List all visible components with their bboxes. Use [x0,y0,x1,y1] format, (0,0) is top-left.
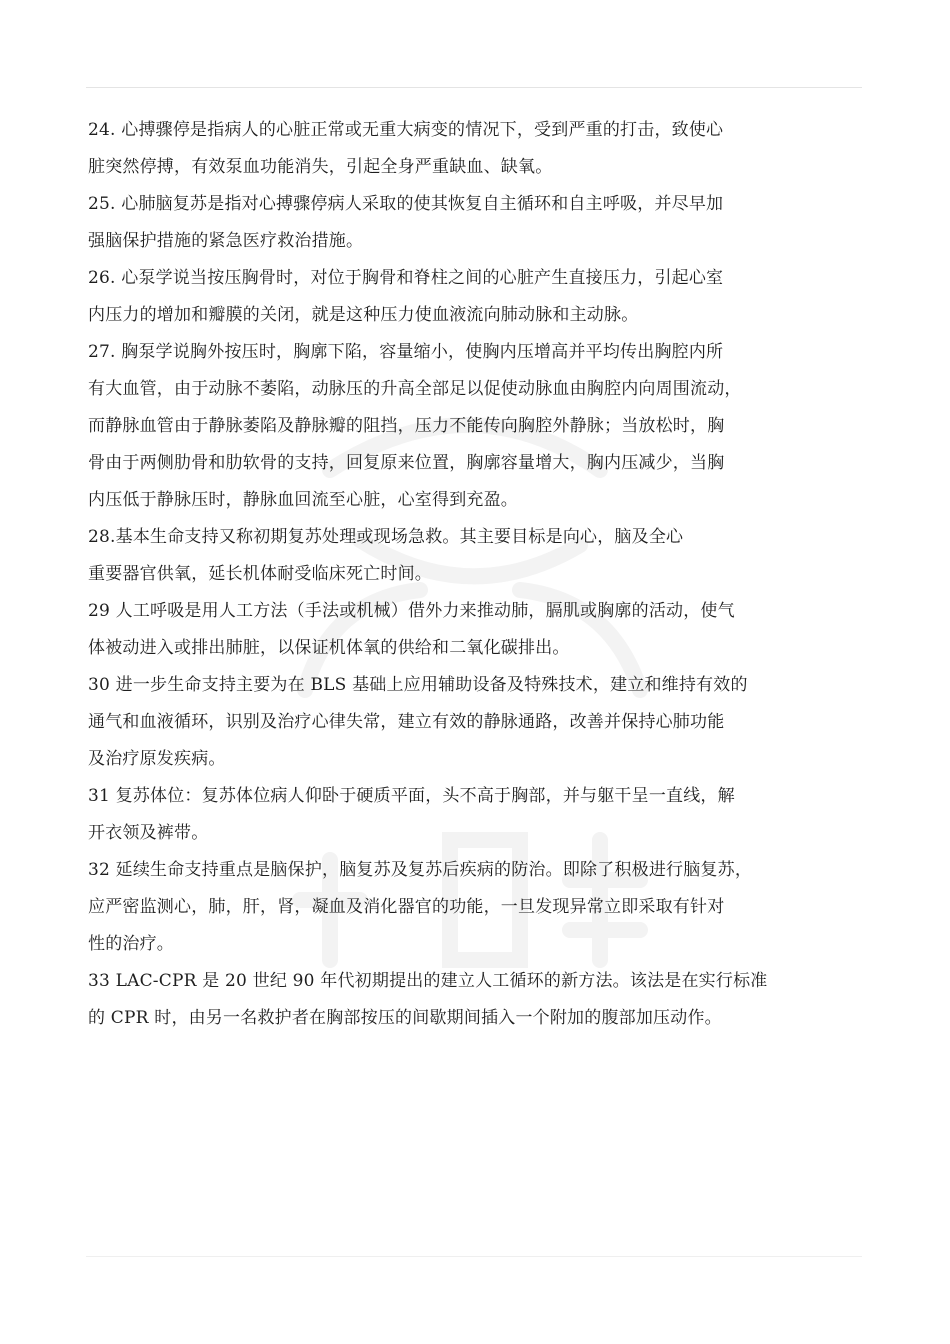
paragraph-25 [88,186,868,260]
text-line: 性的治疗。 [88,934,174,954]
text-line: 开衣领及裤带。 [88,823,209,843]
text-line: 而静脉血管由于静脉萎陷及静脉瓣的阻挡，压力不能传向胸腔外静脉；当放松时，胸 [88,416,725,436]
text-line: 的 CPR 时，由另一名救护者在胸部按压的间歇期间插入一个附加的腹部加压动作。 [88,1008,722,1028]
text-line: 应严密监测心，肺，肝，肾，凝血及消化器官的功能，一旦发现异常立即采取有针对 [88,897,725,917]
footer-rule [86,1256,862,1257]
paragraph-32 [88,852,868,963]
text-line: 骨由于两侧肋骨和肋软骨的支持，回复原来位置，胸廓容量增大，胸内压减少，当胸 [88,453,725,473]
text-line: 32 延续生命支持重点是脑保护，脑复苏及复苏后疾病的防治。即除了积极进行脑复苏， [88,860,753,880]
text-line: 25. 心肺脑复苏是指对心搏骤停病人采取的使其恢复自主循环和自主呼吸，并尽早加 [88,194,724,214]
text-line: 27. 胸泵学说胸外按压时，胸廓下陷，容量缩小，使胸内压增高并平均传出胸腔内所 [88,342,724,362]
header-rule [86,87,862,88]
paragraph-31 [88,778,868,852]
paragraph-29 [88,593,868,667]
text-line: 体被动进入或排出肺脏，以保证机体氧的供给和二氧化碳排出。 [88,638,570,658]
paragraph-26 [88,260,868,334]
text-line: 26. 心泵学说当按压胸骨时，对位于胸骨和脊柱之间的心脏产生直接压力，引起心室 [88,268,724,288]
text-line: 及治疗原发疾病。 [88,749,226,769]
text-line: 30 进一步生命支持主要为在 BLS 基础上应用辅助设备及特殊技术，建立和维持有效的 [88,675,748,695]
text-line: 28.基本生命支持又称初期复苏处理或现场急救。其主要目标是向心，脑及全心 [88,527,684,547]
text-line: 重要器官供氧，延长机体耐受临床死亡时间。 [88,564,432,584]
text-line: 31 复苏体位：复苏体位病人仰卧于硬质平面，头不高于胸部，并与躯干呈一直线，解 [88,786,735,806]
text-line: 33 LAC-CPR 是 20 世纪 90 年代初期提出的建立人工循环的新方法。该法是在实行标准 [88,971,768,991]
paragraph-28 [88,519,868,593]
text-line: 脏突然停搏，有效泵血功能消失，引起全身严重缺血、缺氧。 [88,157,553,177]
text-line: 24. 心搏骤停是指病人的心脏正常或无重大病变的情况下，受到严重的打击，致使心 [88,120,724,140]
text-line: 内压力的增加和瓣膜的关闭，就是这种压力使血液流向肺动脉和主动脉。 [88,305,639,325]
text-line: 有大血管，由于动脉不萎陷，动脉压的升高全部足以促使动脉血由胸腔内向周围流动， [88,379,742,399]
paragraph-24 [88,112,868,186]
paragraph-30 [88,667,868,778]
text-line: 强脑保护措施的紧急医疗救治措施。 [88,231,364,251]
text-line: 内压低于静脉压时，静脉血回流至心脏，心室得到充盈。 [88,490,518,510]
text-line: 29 人工呼吸是用人工方法（手法或机械）借外力来推动肺，膈肌或胸廓的活动，使气 [88,601,735,621]
text-line: 通气和血液循环，识别及治疗心律失常，建立有效的静脉通路，改善并保持心肺功能 [88,712,725,732]
paragraph-33 [88,963,868,1037]
document-body [88,112,868,1037]
paragraph-27 [88,334,868,519]
